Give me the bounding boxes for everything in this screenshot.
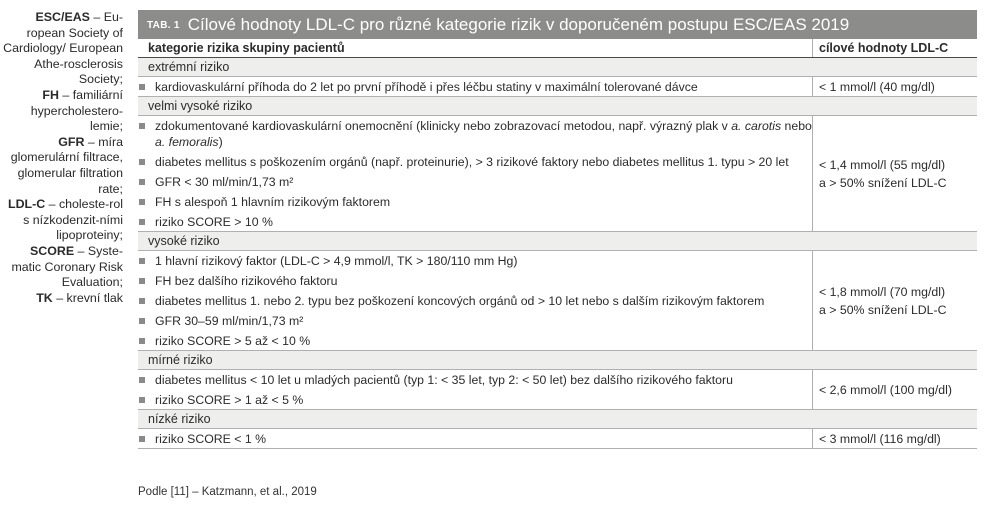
criteria-text: GFR 30–59 ml/min/1,73 m² [155,314,304,328]
criteria-item [138,194,812,210]
column-headers [138,39,977,58]
criteria-item [138,253,812,269]
criteria-item [138,293,812,309]
target-value: < 3 mmol/l (116 mg/dl) [819,431,941,446]
target-value: a > 50% snížení LDL-C [819,302,947,317]
criteria-text: 1 hlavní rizikový faktor (LDL-C > 4,9 mmol/l, TK > 180/110 mm Hg) [155,254,518,268]
criteria-text: diabetes mellitus s poškozením orgánů (např. proteinurie), > 3 rizikové faktory nebo diabetes mellitus 1. typu > 20 let [155,155,789,169]
table-row [138,429,977,449]
square-bullet-icon [139,436,145,442]
criteria-item [138,118,812,150]
target-cell [812,77,977,96]
square-bullet-icon [139,84,145,90]
criteria-item [138,333,812,349]
target-value: < 2,6 mmol/l (100 mg/dl) [819,382,952,397]
criteria-item [138,273,812,289]
square-bullet-icon [139,159,145,165]
square-bullet-icon [139,258,145,264]
criteria-text: FH bez dalšího rizikového faktoru [155,274,338,288]
source-note: Podle [11] – Katzmann, et al., 2019 [138,486,317,498]
square-bullet-icon [139,179,145,185]
table-row [138,116,977,232]
target-value: < 1,4 mmol/l (55 mg/dl) [819,157,946,172]
criteria-cell [138,116,812,231]
criteria-item [138,392,812,408]
criteria-item [138,214,812,230]
category-row: nízké riziko [138,410,977,429]
criteria-text: diabetes mellitus < 10 let u mladých pacientů (typ 1: < 35 let, typ 2: < 50 let) bez dalšího rizikového faktoru [155,373,733,387]
criteria-item [138,154,812,170]
table-title: Cílové hodnoty LDL-C pro různé kategorie rizik v doporučeném postupu ESC/EAS 2019 [187,14,850,34]
abbrev-entry: SCORE – Syste-matic Coronary Risk Evaluation; [11,243,123,290]
criteria-text: riziko SCORE > 1 až < 5 % [155,393,304,407]
abbreviations-sidebar [2,10,123,306]
abbrev-entry: ESC/EAS – Eu-ropean Society of Cardiology/ European Athe-rosclerosis Society; [3,10,123,87]
abbrev-entry: LDL-C – choleste-rol s nízkodenzit-ními lipoproteiny; [8,197,123,243]
square-bullet-icon [139,397,145,403]
square-bullet-icon [139,278,145,284]
category-row: vysoké riziko [138,232,977,251]
table-row [138,251,977,351]
target-cell [812,370,977,409]
criteria-text: diabetes mellitus 1. nebo 2. typu bez poškození koncových orgánů od > 10 let nebo s dalším rizikovým faktorem [155,294,765,308]
criteria-text: riziko SCORE < 1 % [155,432,267,446]
criteria-item [138,174,812,190]
category-row: extrémní riziko [138,58,977,77]
square-bullet-icon [139,318,145,324]
criteria-item [138,431,812,447]
criteria-text: FH s alespoň 1 hlavním rizikovým faktorem [155,195,391,209]
square-bullet-icon [139,219,145,225]
table-body [138,58,977,449]
ldl-targets-table [138,10,977,449]
table-title-bar [138,10,977,39]
target-cell [812,429,977,448]
category-row: mírné riziko [138,351,977,370]
criteria-cell [138,251,812,350]
target-value: < 1,8 mmol/l (70 mg/dl) [819,284,946,299]
target-cell [812,251,977,350]
col-header-category: kategorie rizika skupiny pacientů [148,41,345,55]
abbrev-entry: GFR – míra glomerulární filtrace, glomerular filtration rate; [10,134,123,196]
square-bullet-icon [139,298,145,304]
criteria-cell [138,77,812,96]
col-header-target: cílové hodnoty LDL-C [812,39,977,57]
abbrev-entry: TK – krevní tlak [36,290,123,305]
table-row [138,77,977,97]
criteria-cell [138,370,812,409]
criteria-text: zdokumentované kardiovaskulární onemocnění (klinicky nebo zobrazovací metodou, např. výrazný plak v a. carotis nebo a. femoralis) [155,119,812,149]
square-bullet-icon [139,123,145,129]
criteria-cell [138,429,812,448]
criteria-item [138,79,812,95]
criteria-text: riziko SCORE > 5 až < 10 % [155,334,311,348]
criteria-text: kardiovaskulární příhoda do 2 let po první příhodě i přes léčbu statiny v maximální tolerované dávce [155,80,698,94]
target-value: < 1 mmol/l (40 mg/dl) [819,79,935,94]
criteria-item [138,372,812,388]
criteria-text: riziko SCORE > 10 % [155,215,273,229]
square-bullet-icon [139,377,145,383]
target-cell [812,116,977,231]
square-bullet-icon [139,199,145,205]
abbrev-entry: FH – familiární hypercholestero-lemie; [30,87,123,134]
square-bullet-icon [139,338,145,344]
table-number: TAB. 1 [147,20,180,31]
criteria-text: GFR < 30 ml/min/1,73 m² [155,175,294,189]
criteria-item [138,313,812,329]
target-value: a > 50% snížení LDL-C [819,175,947,190]
category-row: velmi vysoké riziko [138,97,977,116]
table-row [138,370,977,410]
